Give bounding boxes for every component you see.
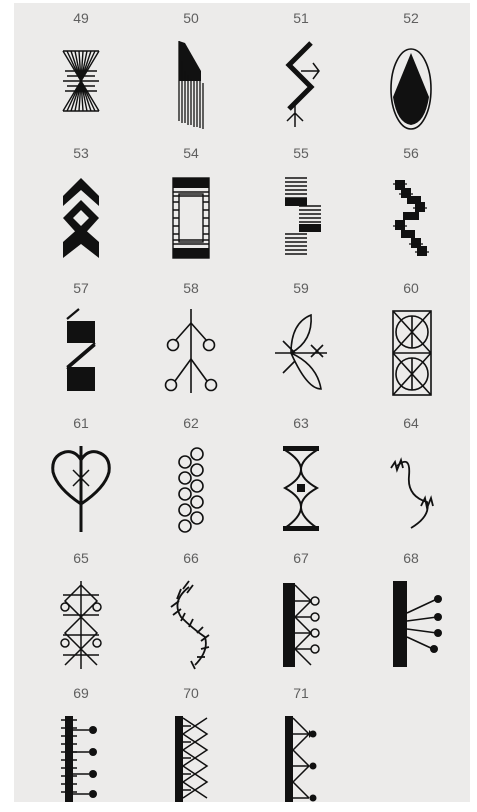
stitch-tile-51[interactable] (246, 3, 356, 137)
stitch-number: 49 (73, 10, 89, 26)
stitch-tile-56[interactable] (356, 138, 466, 272)
stitch-tile-53[interactable] (26, 138, 136, 272)
stitch-64-icon (371, 436, 451, 536)
stitch-number: 71 (293, 685, 309, 701)
stitch-number: 60 (403, 280, 419, 296)
stitch-number: 58 (183, 280, 199, 296)
stitch-63-icon (261, 436, 341, 536)
stitch-66-icon (151, 571, 231, 671)
stitch-number: 67 (293, 550, 309, 566)
stitch-number: 63 (293, 415, 309, 431)
stitch-52-icon (371, 31, 451, 131)
stitch-tile-49[interactable] (26, 3, 136, 137)
stitch-tile-67[interactable] (246, 543, 356, 677)
stitch-number: 52 (403, 10, 419, 26)
stitch-number: 53 (73, 145, 89, 161)
stitch-tile-55[interactable] (246, 138, 356, 272)
stitch-50-icon (151, 31, 231, 131)
stitch-tile-71[interactable] (246, 678, 356, 812)
stitch-number: 61 (73, 415, 89, 431)
stitch-tile-60[interactable] (356, 273, 466, 407)
stitch-number: 70 (183, 685, 199, 701)
stitch-tile-66[interactable] (136, 543, 246, 677)
stitch-tile-64[interactable] (356, 408, 466, 542)
stitch-51-icon (261, 31, 341, 131)
stitch-57-icon (41, 301, 121, 401)
stitch-number: 54 (183, 145, 199, 161)
stitch-tile-58[interactable] (136, 273, 246, 407)
stitch-tile-52[interactable] (356, 3, 466, 137)
stitch-55-icon (261, 166, 341, 266)
stitch-tile-63[interactable] (246, 408, 356, 542)
stitch-number: 66 (183, 550, 199, 566)
stitch-tile-61[interactable] (26, 408, 136, 542)
stitch-tile-50[interactable] (136, 3, 246, 137)
stitch-tile-70[interactable] (136, 678, 246, 812)
stitch-60-icon (371, 301, 451, 401)
stitch-number: 57 (73, 280, 89, 296)
stitch-number: 68 (403, 550, 419, 566)
stitch-tile-69[interactable] (26, 678, 136, 812)
stitch-69-icon (41, 706, 121, 806)
stitch-54-icon (151, 166, 231, 266)
stitch-61-icon (41, 436, 121, 536)
stitch-67-icon (261, 571, 341, 671)
stitch-tile-62[interactable] (136, 408, 246, 542)
stitch-tile-59[interactable] (246, 273, 356, 407)
stitch-number: 65 (73, 550, 89, 566)
stitch-number: 59 (293, 280, 309, 296)
stitch-53-icon (41, 166, 121, 266)
stitch-70-icon (151, 706, 231, 806)
stitch-tile-57[interactable] (26, 273, 136, 407)
stitch-number: 56 (403, 145, 419, 161)
stitch-number: 51 (293, 10, 309, 26)
stitch-number: 62 (183, 415, 199, 431)
stitch-58-icon (151, 301, 231, 401)
stitch-tile-68[interactable] (356, 543, 466, 677)
stitch-65-icon (41, 571, 121, 671)
stitch-49-icon (41, 31, 121, 131)
stitch-tile-65[interactable] (26, 543, 136, 677)
stitch-number: 55 (293, 145, 309, 161)
stitch-68-icon (371, 571, 451, 671)
stitch-number: 50 (183, 10, 199, 26)
stitch-71-icon (261, 706, 341, 806)
stitch-number: 64 (403, 415, 419, 431)
stitch-pattern-grid (14, 3, 470, 802)
stitch-59-icon (261, 301, 341, 401)
stitch-tile-54[interactable] (136, 138, 246, 272)
stitch-number: 69 (73, 685, 89, 701)
stitch-56-icon (371, 166, 451, 266)
stitch-62-icon (151, 436, 231, 536)
